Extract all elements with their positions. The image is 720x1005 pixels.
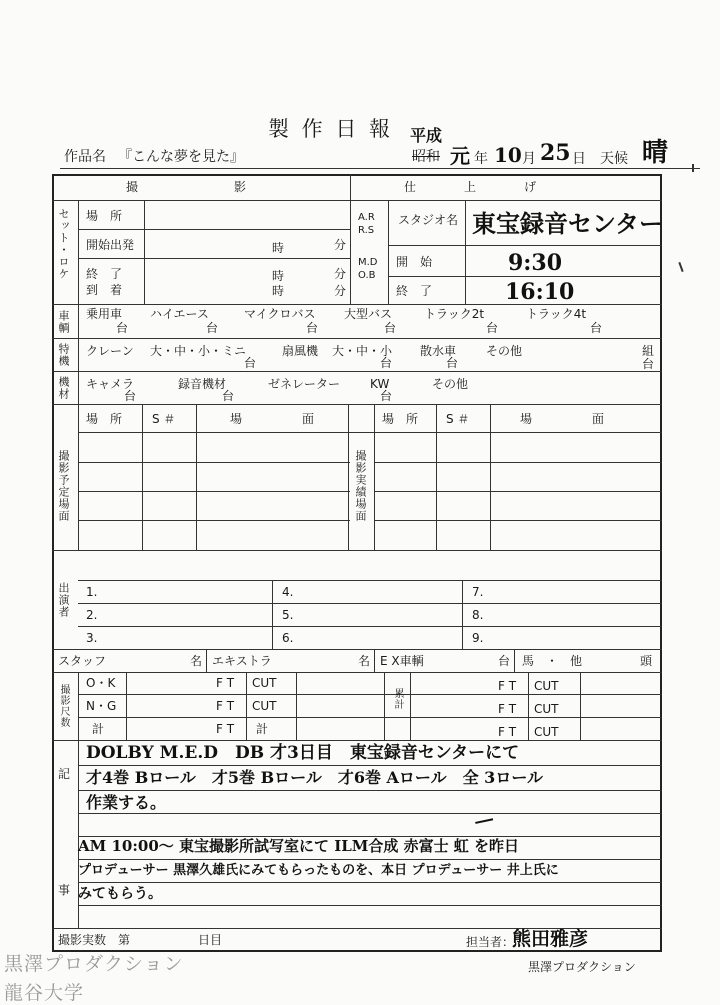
day-value: 25 xyxy=(540,140,571,166)
extra-unit: 名 xyxy=(358,654,371,668)
actual-place-header: 場 所 xyxy=(382,412,419,426)
rule xyxy=(126,672,127,740)
rule xyxy=(144,200,145,304)
vehicle-truck2: トラック2t xyxy=(424,307,485,321)
vehicle-hiace-unit: 台 xyxy=(206,321,219,335)
equip-camera-unit: 台 xyxy=(124,389,137,403)
rule xyxy=(78,694,662,695)
special-label: 特機 xyxy=(57,343,70,367)
rule xyxy=(78,626,662,627)
finish-end-time: 16:10 xyxy=(505,279,575,305)
rule xyxy=(465,200,466,304)
ok-cut: CUT xyxy=(252,676,277,690)
start-label: 開始出発 xyxy=(86,238,135,252)
rule xyxy=(196,404,197,550)
ok-label: O・K xyxy=(86,676,116,690)
rule xyxy=(78,765,662,766)
rule xyxy=(78,229,350,230)
vehicle-hiace: ハイエース xyxy=(150,307,209,321)
person-name: 熊田雅彦 xyxy=(512,928,589,950)
arrive-hour-unit: 時 xyxy=(272,284,285,298)
rule xyxy=(78,603,662,604)
end-minute-unit: 分 xyxy=(334,267,347,281)
rule xyxy=(490,404,491,550)
vehicle-microbus: マイクロバス xyxy=(244,307,316,321)
person-label: 担当者： xyxy=(466,935,515,949)
rule xyxy=(206,649,207,672)
md-label: M.D xyxy=(358,257,378,268)
extra-label: エキストラ xyxy=(212,654,272,668)
page-title: 製 作 日 報 xyxy=(268,117,394,141)
rule xyxy=(78,200,79,550)
rule xyxy=(272,580,273,649)
vehicle-microbus-unit: 台 xyxy=(306,321,319,335)
note-line-4: AM 10:00〜 東宝撮影所試写室にて ILM合成 赤富士 虹 を昨日 xyxy=(78,837,520,855)
horse-unit: 頭 xyxy=(640,654,653,668)
special-other: その他 xyxy=(486,344,523,358)
era-written: 平成 xyxy=(410,126,443,145)
title-underline xyxy=(60,168,700,169)
rule xyxy=(52,550,662,551)
cum-ng-cut: CUT xyxy=(534,702,559,716)
rule xyxy=(246,672,247,740)
rule xyxy=(78,790,662,791)
rule xyxy=(580,672,581,740)
cast-3: 3. xyxy=(86,631,98,645)
rule xyxy=(374,404,375,550)
special-fan-unit: 台 xyxy=(380,356,393,370)
vehicle-bus-unit: 台 xyxy=(384,321,397,335)
watermark-university: 龍谷大学 xyxy=(4,982,85,1004)
rule xyxy=(78,258,350,259)
total-cut-label: 計 xyxy=(256,722,269,736)
rule xyxy=(410,672,411,740)
month-unit: 月 xyxy=(522,151,536,167)
finish-start-label: 開 始 xyxy=(396,255,433,269)
studio-name: 東宝録音センター xyxy=(472,209,664,238)
ng-ft: F T xyxy=(216,699,235,713)
rule xyxy=(78,905,662,906)
special-fan-size: 大・中・小 xyxy=(332,344,393,358)
rule xyxy=(78,520,350,521)
equip-recorder: 録音機材 xyxy=(178,377,227,391)
note-line-6: みてもらう。 xyxy=(78,886,162,902)
finish-end-label: 終 了 xyxy=(396,284,433,298)
start-minute-unit: 分 xyxy=(334,238,347,252)
equip-recorder-unit: 台 xyxy=(222,389,235,403)
ar-label: A.R xyxy=(358,212,375,223)
ng-label: N・G xyxy=(86,699,117,713)
arrive-minute-unit: 分 xyxy=(334,284,347,298)
staff-unit: 名 xyxy=(190,654,203,668)
work-title: 『こんな夢を見た』 xyxy=(118,149,244,165)
work-label: 作品名 xyxy=(64,149,106,165)
equip-other: その他 xyxy=(432,377,469,391)
place-label: 場 所 xyxy=(86,209,123,223)
rule xyxy=(374,520,662,521)
rule xyxy=(296,672,297,740)
note-line-2: 才4巻 Bロール 才5巻 Bロール 才6巻 Aロール 全 3ロール xyxy=(86,768,543,787)
rule xyxy=(374,649,375,672)
vehicle-truck2-unit: 台 xyxy=(486,321,499,335)
rule xyxy=(78,717,662,718)
rule xyxy=(52,740,662,741)
scan-mark xyxy=(678,262,683,272)
cum-ok-ft: F T xyxy=(498,679,517,693)
scene-s-header: S ＃ xyxy=(152,412,176,426)
cast-label: 出演者 xyxy=(57,582,70,618)
rule xyxy=(52,304,662,305)
scene-place-header: 場 所 xyxy=(86,412,123,426)
rule xyxy=(52,371,662,372)
vehicle-truck4: トラック4t xyxy=(526,307,587,321)
year-value: 元 xyxy=(450,144,470,168)
cast-4: 4. xyxy=(282,585,294,599)
cast-7: 7. xyxy=(472,585,484,599)
film-length-label: 撮影尺数 xyxy=(58,684,69,728)
rule xyxy=(388,276,662,277)
day-unit: 日 xyxy=(572,151,586,167)
set-loc-label: セット・ロケ xyxy=(57,208,70,280)
planned-scenes-label: 撮影予定場面 xyxy=(57,450,70,522)
era-printed: 昭和 xyxy=(412,149,440,165)
special-sprinkler-unit: 台 xyxy=(446,356,459,370)
days-unit: 日目 xyxy=(198,933,223,947)
shooting-header: 撮 影 xyxy=(126,180,247,194)
cumulative-label: 累計 xyxy=(392,688,403,710)
rule xyxy=(348,404,349,550)
rule xyxy=(78,580,662,581)
rule xyxy=(52,404,662,405)
rs-label: R.S xyxy=(358,225,375,236)
special-other-unit: 台 xyxy=(642,357,655,371)
cast-2: 2. xyxy=(86,608,98,622)
rule xyxy=(350,174,351,304)
rule xyxy=(52,338,662,339)
month-value: 10 xyxy=(494,143,522,167)
staff-label: スタッフ xyxy=(58,654,107,668)
rule xyxy=(528,672,529,740)
vehicle-truck4-unit: 台 xyxy=(590,321,603,335)
total-label: 計 xyxy=(92,722,105,736)
rule xyxy=(78,491,350,492)
rule xyxy=(374,491,662,492)
total-ft: F T xyxy=(216,722,235,736)
cum-ng-ft: F T xyxy=(498,702,517,716)
days-label: 撮影実数 第 xyxy=(58,933,131,947)
special-set-unit: 組 xyxy=(642,344,655,358)
rule xyxy=(78,462,350,463)
rule xyxy=(388,200,389,304)
rule xyxy=(52,649,662,650)
rule xyxy=(374,462,662,463)
cast-5: 5. xyxy=(282,608,294,622)
ex-vehicle-label: E X車輌 xyxy=(380,654,424,668)
horse-label: 馬 ・ 他 xyxy=(522,654,583,668)
year-unit: 年 xyxy=(474,151,488,167)
equip-kw: KW xyxy=(370,377,390,391)
actual-scenes-label: 撮影実績場面 xyxy=(354,450,367,522)
special-crane-size: 大・中・小・ミニ xyxy=(150,344,247,358)
studio-label: スタジオ名 xyxy=(398,213,459,227)
rule xyxy=(78,813,662,814)
note-line-5: プロデューサー 黒澤久雄氏にみてもらったものを、本日 プロデューサー 井上氏に xyxy=(78,863,559,878)
equip-kw-unit: 台 xyxy=(380,389,393,403)
note-line-1: DOLBY M.E.D DB 才3日目 東宝録音センターにて xyxy=(86,743,520,763)
cum-total-cut: CUT xyxy=(534,725,559,739)
weather-value: 晴 xyxy=(642,138,669,168)
ob-label: O.B xyxy=(358,270,376,281)
actual-s-header: S ＃ xyxy=(446,412,470,426)
cum-total-ft: F T xyxy=(498,725,517,739)
ok-ft: F T xyxy=(216,676,235,690)
special-crane: クレーン xyxy=(86,344,134,358)
rule xyxy=(78,859,662,860)
actual-scene-header: 場 面 xyxy=(520,412,605,426)
rule xyxy=(436,404,437,550)
note-line-3: 作業する。 xyxy=(86,793,167,812)
weather-label: 天候 xyxy=(600,151,628,167)
rule xyxy=(384,672,385,740)
cum-ok-cut: CUT xyxy=(534,679,559,693)
special-fan: 扇風機 xyxy=(282,344,319,358)
end-label: 終 了 xyxy=(86,267,123,281)
rule xyxy=(52,672,662,673)
rule xyxy=(78,672,79,740)
rule xyxy=(78,432,662,433)
equipment-label: 機材 xyxy=(57,376,70,400)
cast-9: 9. xyxy=(472,631,484,645)
cast-1: 1. xyxy=(86,585,98,599)
rule xyxy=(514,649,515,672)
arrive-label: 到 着 xyxy=(86,283,123,297)
vehicles-label: 車輌 xyxy=(57,310,70,334)
notes-label-top: 記 xyxy=(58,767,71,781)
ng-cut: CUT xyxy=(252,699,277,713)
finishing-header: 仕 上 げ xyxy=(404,180,537,194)
scene-scene-header: 場 面 xyxy=(230,412,315,426)
vehicle-bus: 大型バス xyxy=(344,307,393,321)
end-hour-unit: 時 xyxy=(272,269,285,283)
watermark-company: 黒澤プロダクション xyxy=(4,953,184,975)
cast-6: 6. xyxy=(282,631,294,645)
rule xyxy=(462,580,463,649)
rule xyxy=(142,404,143,550)
cast-8: 8. xyxy=(472,608,484,622)
ex-vehicle-unit: 台 xyxy=(498,654,511,668)
special-sprinkler: 散水車 xyxy=(420,344,457,358)
rule xyxy=(388,245,662,246)
notes-label-bottom: 事 xyxy=(58,883,71,897)
special-crane-unit: 台 xyxy=(244,356,257,370)
start-hour-unit: 時 xyxy=(272,241,285,255)
equip-camera: キャメラ xyxy=(86,377,135,391)
equip-generator: ゼネレーター xyxy=(268,377,341,391)
vehicle-passenger-unit: 台 xyxy=(116,321,129,335)
scan-mark xyxy=(692,164,694,172)
vehicle-passenger: 乗用車 xyxy=(86,307,123,321)
company-name: 黒澤プロダクション xyxy=(528,960,636,974)
rule xyxy=(78,882,662,883)
finish-start-time: 9:30 xyxy=(508,250,563,276)
